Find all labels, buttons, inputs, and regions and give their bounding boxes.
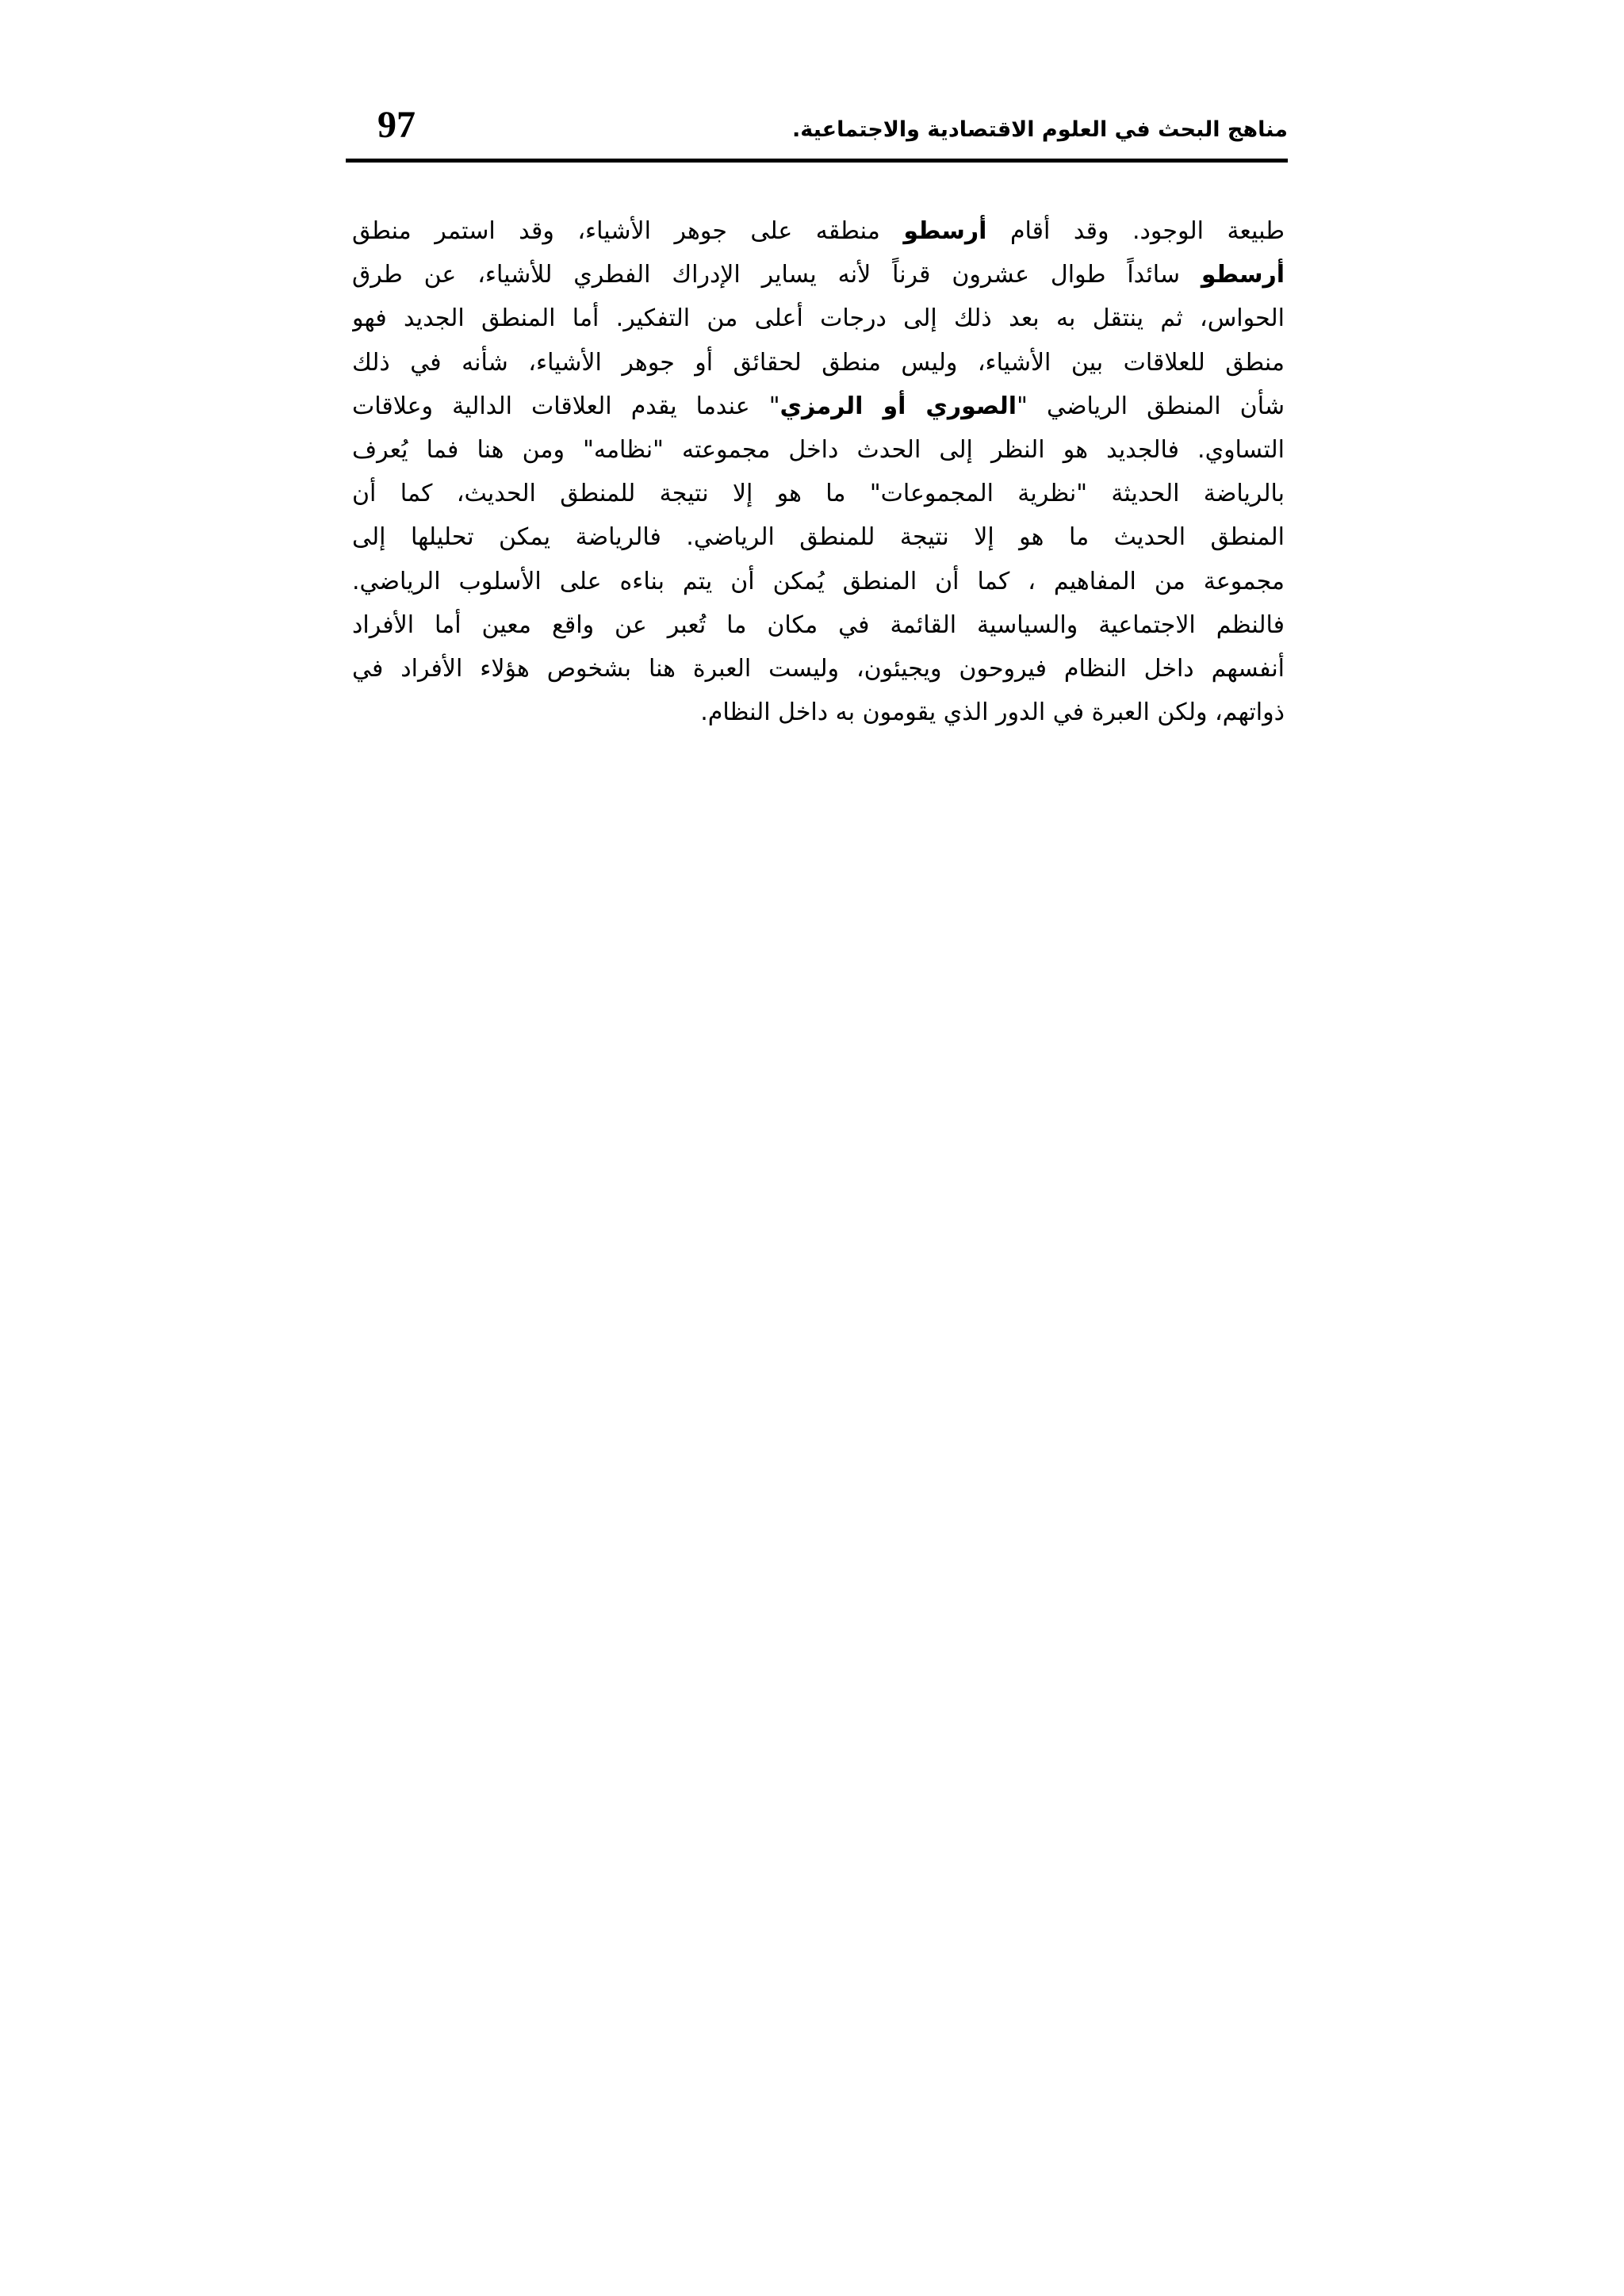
body-line [352,691,1285,734]
body-line [352,560,1285,603]
body-line [352,647,1285,691]
body-line [352,472,1285,515]
text-run: منطق للعلاقات بين الأشياء، وليس منطق لحقائق أو جوهر الأشياء، شأنه في ذلك [352,348,1285,377]
text-run: شأن المنطق الرياضي " [1017,392,1285,420]
text-run: سائداً طوال عشرون قرناً لأنه يساير الإدراك الفطري للأشياء، عن طرق [352,261,1201,289]
body-paragraph [352,209,1285,734]
text-run: التساوي. فالجديد هو النظر إلى الحدث داخل مجموعته "نظامه" ومن هنا فما يُعرف [352,436,1285,465]
body-line [352,209,1285,253]
body-line [352,515,1285,559]
body-line [352,253,1285,297]
text-run: طبيعة الوجود. وقد أقام [986,217,1285,245]
body-line [352,385,1285,428]
text-run: مجموعة من المفاهيم ، كما أن المنطق يُمكن أن يتم بناءه على الأسلوب الرياضي. [352,567,1285,595]
text-run: ذواتهم، ولكن العبرة في الدور الذي يقومون به داخل النظام. [700,698,1285,727]
text-run: فالنظم الاجتماعية والسياسية القائمة في مكان ما تُعبر عن واقع معين أما الأفراد [352,610,1285,639]
text-run: المنطق الحديث ما هو إلا نتيجة للمنطق الرياضي. فالرياضة يمكن تحليلها إلى [352,523,1285,552]
text-run: بالرياضة الحديثة "نظرية المجموعات" ما هو إلا نتيجة للمنطق الحديث، كما أن [352,480,1285,508]
body-line [352,297,1285,340]
body-line [352,341,1285,385]
running-header [346,101,1288,159]
text-run: " عندما يقدم العلاقات الدالية وعلاقات [352,392,780,420]
text-run: منطقه على جوهر الأشياء، وقد استمر منطق [352,217,904,245]
bold-term: أرسطو [903,217,987,245]
body-line [352,603,1285,647]
bold-term: أرسطو [1201,261,1285,289]
page-number: 97 [377,104,416,146]
body-line [352,428,1285,472]
bold-term: الصوري أو الرمزي [779,392,1017,420]
text-run: الحواس، ثم ينتقل به بعد ذلك إلى درجات أعلى من التفكير. أما المنطق الجديد فهو [352,304,1285,333]
header-title: مناهج البحث في العلوم الاقتصادية والاجتماعية. [791,117,1288,142]
text-run: أنفسهم داخل النظام فيروحون ويجيئون، وليست العبرة هنا بشخوص هؤلاء الأفراد في [352,655,1285,683]
header-rule [346,159,1288,163]
